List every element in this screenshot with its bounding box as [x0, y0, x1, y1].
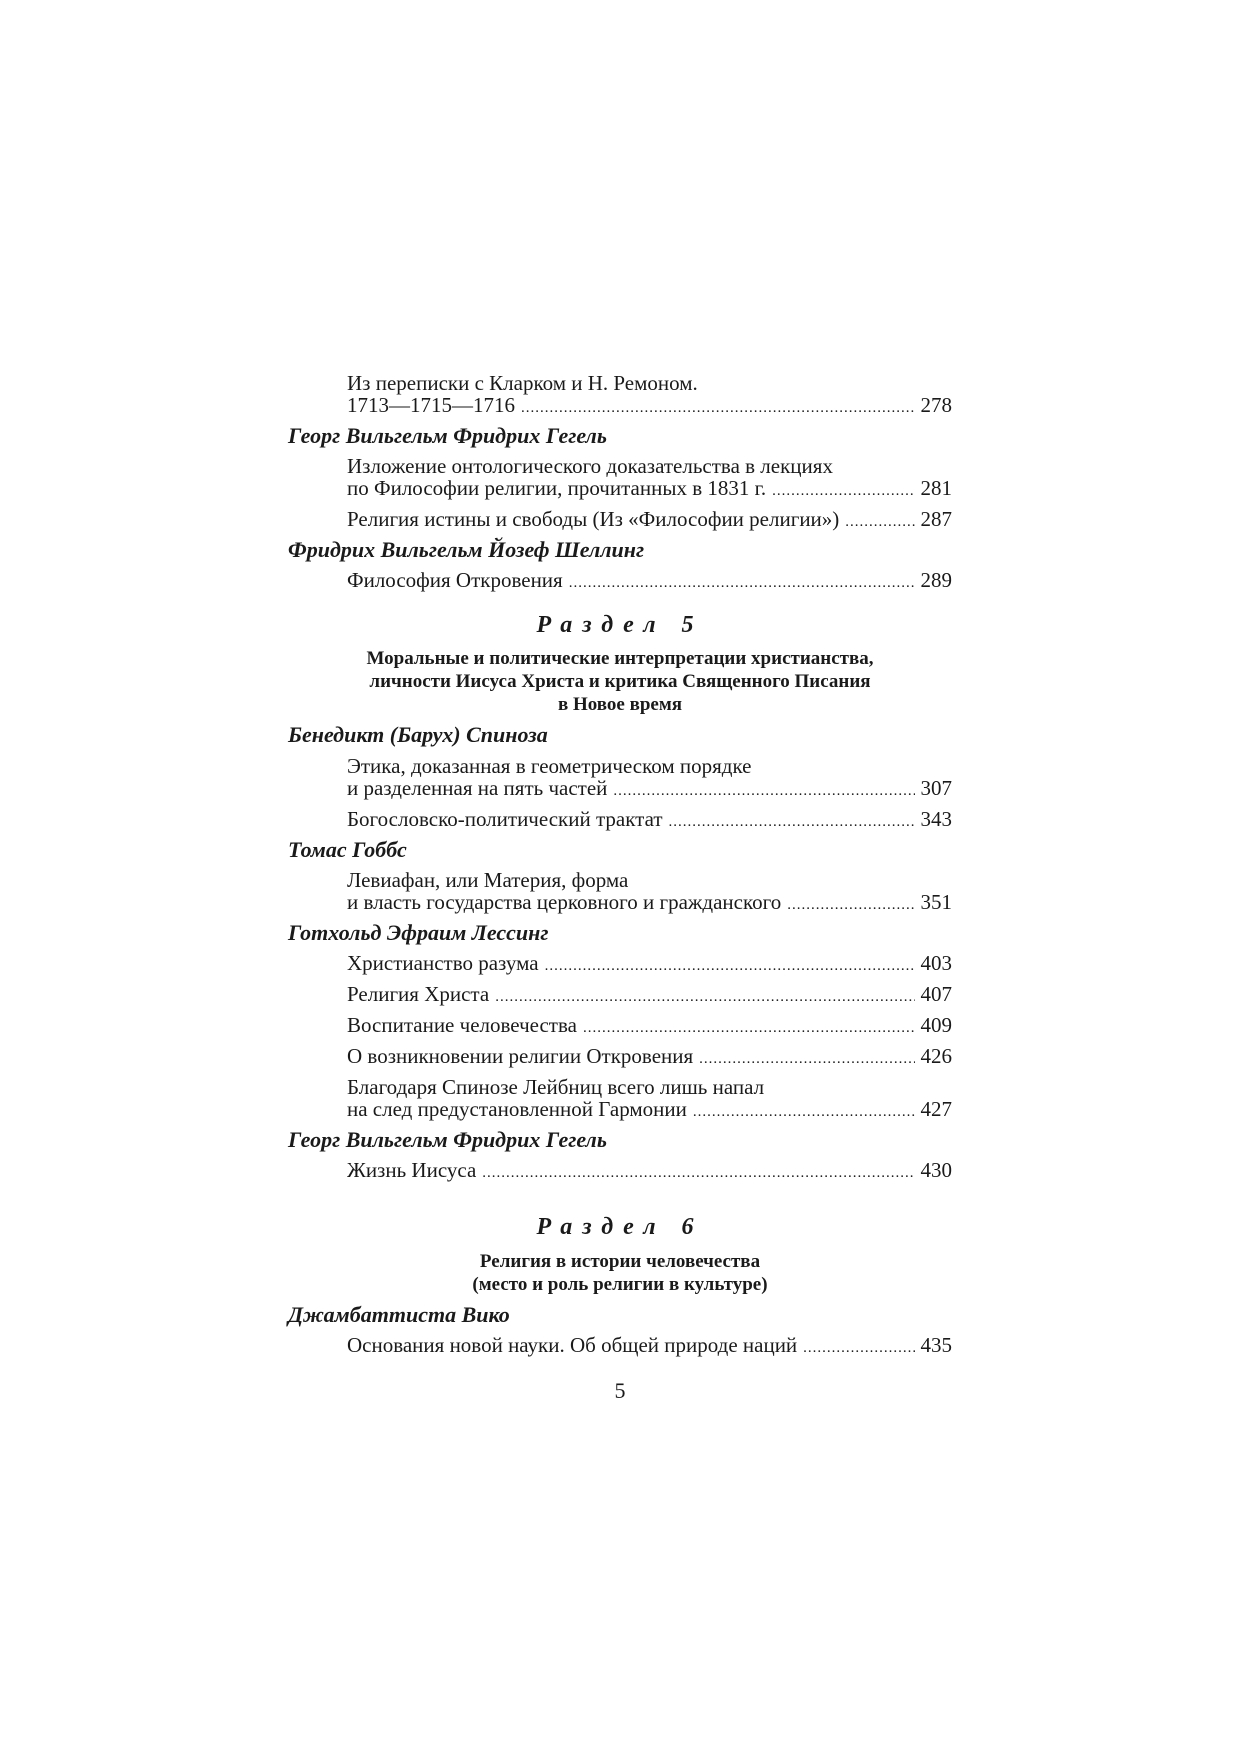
toc-page-number: 403	[920, 951, 952, 975]
author-heading: Джамбаттиста Вико	[288, 1302, 510, 1327]
toc-entry-line: Изложение онтологического доказательства в лекциях	[347, 454, 833, 478]
dot-leader	[699, 1047, 914, 1071]
toc-entry	[347, 507, 952, 531]
author-heading: Готхольд Эфраим Лессинг	[288, 920, 549, 945]
toc-entry	[347, 982, 952, 1006]
toc-page-number: 427	[920, 1097, 952, 1121]
toc-entry-line: Левиафан, или Материя, форма	[347, 868, 629, 892]
author-heading: Бенедикт (Барух) Спиноза	[288, 722, 548, 747]
dot-leader	[583, 1016, 915, 1040]
section-title: в Новое время	[557, 694, 683, 715]
toc-entry	[347, 568, 952, 592]
toc-entry	[347, 1044, 952, 1068]
toc-page-number: 287	[920, 507, 952, 531]
toc-entry-line: Из переписки с Кларком и Н. Ремоном.	[347, 371, 698, 395]
dot-leader	[845, 510, 914, 534]
dot-leader	[545, 954, 915, 978]
section-title: (место и роль религии в культуре)	[472, 1274, 768, 1295]
toc-entry-title: Христианство разума	[347, 951, 539, 975]
dot-leader	[613, 779, 914, 803]
dot-leader	[482, 1161, 914, 1185]
toc-entry	[347, 807, 952, 831]
dot-leader	[772, 479, 914, 503]
toc-entry	[347, 1097, 952, 1121]
toc-entry-title: Богословско-политический трактат	[347, 807, 663, 831]
toc-page-number: 343	[920, 807, 952, 831]
toc-entry	[347, 951, 952, 975]
toc-page-number: 289	[920, 568, 952, 592]
section-heading: Раздел 5	[536, 612, 704, 638]
toc-entry-title: 1713—1715—1716	[347, 393, 515, 417]
toc-page-number: 351	[920, 890, 952, 914]
section-title: Моральные и политические интерпретации христианства,	[366, 648, 874, 669]
section-heading: Раздел 6	[536, 1214, 704, 1240]
dot-leader	[495, 985, 914, 1009]
toc-entry-title: Религия истины и свободы (Из «Философии религии»)	[347, 507, 840, 531]
toc-page-number: 307	[920, 776, 952, 800]
toc-entry-title: Философия Откровения	[347, 568, 563, 592]
toc-entry-title: Религия Христа	[347, 982, 490, 1006]
toc-page-number: 409	[920, 1013, 952, 1037]
toc-entry-title: и разделенная на пять частей	[347, 776, 608, 800]
dot-leader	[521, 396, 915, 420]
toc-page-number: 430	[920, 1158, 952, 1182]
toc-entry	[347, 776, 952, 800]
toc-entry-title: и власть государства церковного и гражданского	[347, 890, 782, 914]
dot-leader	[787, 893, 914, 917]
dot-leader	[569, 571, 915, 595]
toc-page-number: 281	[920, 476, 952, 500]
toc-page-number: 426	[920, 1044, 952, 1068]
toc-entry-line: Благодаря Спинозе Лейбниц всего лишь напал	[347, 1075, 765, 1099]
toc-page-number: 407	[920, 982, 952, 1006]
page-number: 5	[614, 1378, 626, 1403]
toc-entry	[347, 890, 952, 914]
author-heading: Томас Гоббс	[288, 837, 407, 862]
toc-entry	[347, 393, 952, 417]
toc-entry	[347, 476, 952, 500]
toc-entry-title: на след предустановленной Гармонии	[347, 1097, 687, 1121]
toc-page-number: 435	[920, 1333, 952, 1357]
toc-entry-line: Этика, доказанная в геометрическом порядке	[347, 754, 752, 778]
toc-entry	[347, 1158, 952, 1182]
toc-entry-title: Жизнь Иисуса	[347, 1158, 477, 1182]
toc-entry	[347, 1013, 952, 1037]
author-heading: Фридрих Вильгельм Йозеф Шеллинг	[288, 537, 645, 562]
toc-entry-title: Основания новой науки. Об общей природе наций	[347, 1333, 798, 1357]
section-title: личности Иисуса Христа и критика Священного Писания	[369, 671, 871, 692]
dot-leader	[803, 1336, 914, 1360]
toc-entry-title: Воспитание человечества	[347, 1013, 577, 1037]
author-heading: Георг Вильгельм Фридрих Гегель	[288, 423, 607, 448]
dot-leader	[693, 1100, 915, 1124]
toc-entry-title: О возникновении религии Откровения	[347, 1044, 694, 1068]
toc-entry-title: по Философии религии, прочитанных в 1831 г.	[347, 476, 767, 500]
toc-page-number: 278	[920, 393, 952, 417]
dot-leader	[669, 810, 915, 834]
author-heading: Георг Вильгельм Фридрих Гегель	[288, 1127, 607, 1152]
section-title: Религия в истории человечества	[479, 1251, 761, 1272]
toc-entry	[347, 1333, 952, 1357]
